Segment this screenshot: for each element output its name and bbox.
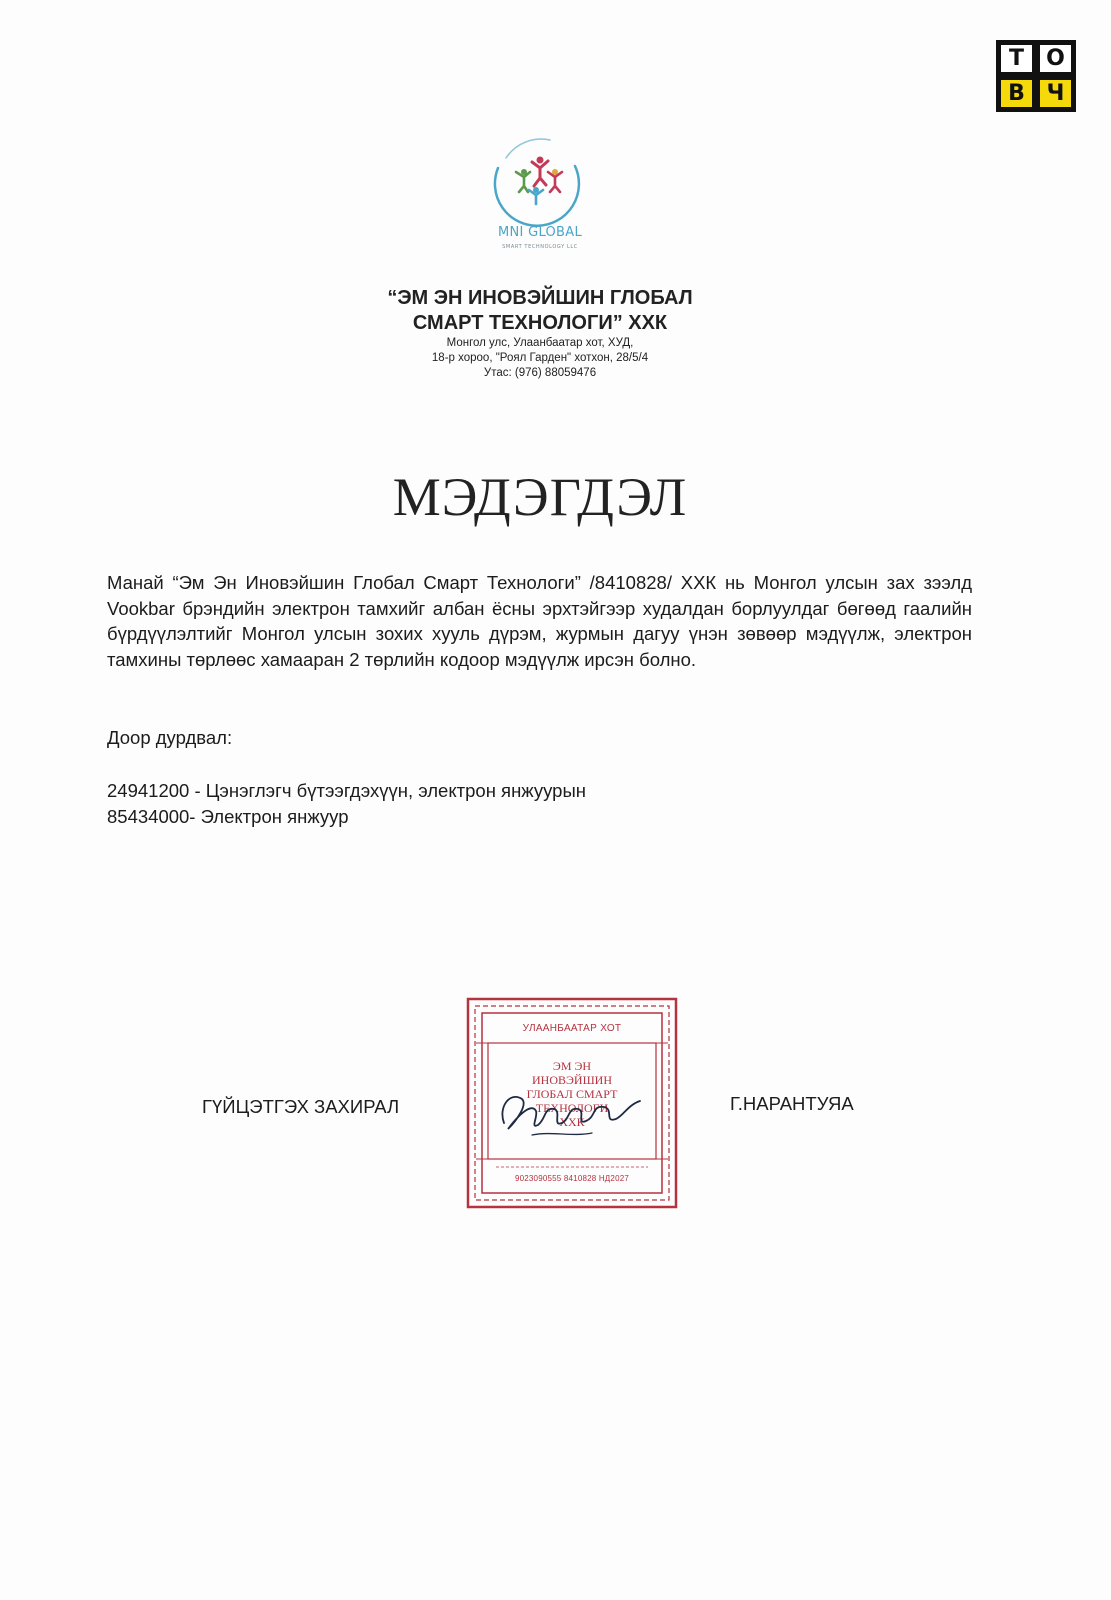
stamp-registration: 9023090555 8410828 НД2027 [514,1174,630,1183]
badge-letter: Ч [1038,78,1073,109]
signatory-role: ГҮЙЦЭТГЭХ ЗАХИРАЛ [202,1096,400,1117]
company-phone: Утас: (976) 88059476 [483,367,597,379]
badge-letter: В [999,78,1034,109]
stamp-line: ИНОВЭЙШИН [531,1073,613,1087]
list-intro: Доор дурдвал: [107,727,233,748]
company-address-line1: Монгол улс, Улаанбаатар хот, ХУД, [446,337,634,349]
stamp-line: ТЕХНОЛОГИ [535,1101,609,1115]
company-name-line1: “ЭМ ЭН ИНОВЭЙШИН ГЛОБАЛ [387,287,693,309]
stamp-line: ЭМ ЭН [552,1059,592,1073]
company-header [200,286,880,381]
code-item: 85434000- Электрон янжуур [107,806,349,827]
handwritten-signature-icon [492,1077,652,1157]
code-item: 24941200 - Цэнэглэгч бүтээгдэхүүн, электрон янжуурын [107,780,586,801]
company-name-line2: СМАРТ ТЕХНОЛОГИ” ХХК [412,312,668,334]
logo-subtitle: SMART TECHNOLOGY LLC [502,244,578,250]
code-list [107,778,586,830]
badge-letter: О [1038,43,1073,74]
stamp-line: ГЛОБАЛ СМАРТ [526,1087,618,1101]
tobch-badge [996,40,1076,112]
company-address-line2: 18-р хороо, "Роял Гарден" хотхон, 28/5/4 [431,352,649,364]
document-body: Манай “Эм Эн Иновэйшин Глобал Смарт Технологи” /8410828/ ХХК нь Монгол улсын зах зээлд Vookbar брэндийн электрон тамхийг албан ёсны эрхтэйгээр худалдан борлуулдаг бөгөөд гаалийн бүрдүүлэлтийг Монгол улсын зохих хууль дүрэм, журмын дагуу үнэн зөвөөр мэдүүлж, электрон тамхины төрлөөс хамааран 2 төрлийн кодоор мэдүүлж ирсэн болно. [107,572,972,670]
stamp-line: ХХК [559,1115,585,1129]
badge-letter: Т [999,43,1034,74]
document-title: МЭДЭГДЭЛ [392,467,688,527]
stamp-city: УЛААНБААТАР ХОТ [522,1023,622,1034]
signatory-name: Г.НАРАНТУЯА [730,1093,854,1114]
logo-title: MNI GLOBAL [497,225,583,240]
